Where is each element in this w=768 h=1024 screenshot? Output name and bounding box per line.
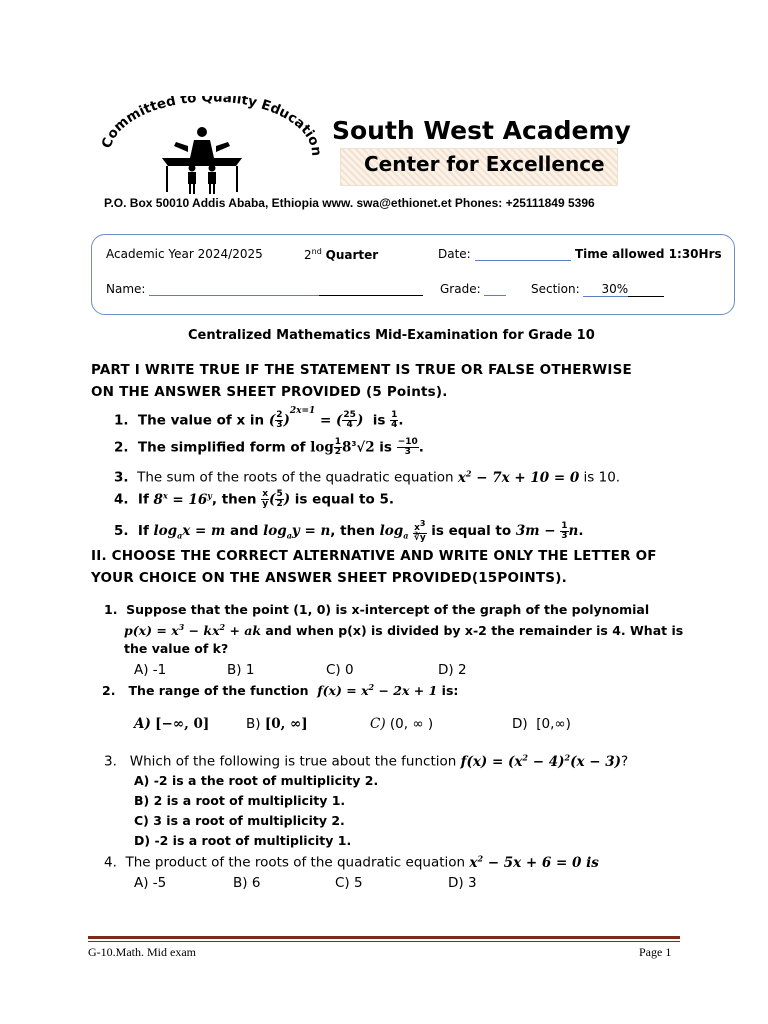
p2q4-option-a: A) -5 (134, 875, 167, 891)
school-name: South West Academy (332, 116, 631, 145)
p2q3-option-a: A) -2 is a the root of multiplicity 2. (134, 773, 379, 788)
quarter-number: 2 (304, 248, 312, 262)
part2-heading-line2: YOUR CHOICE ON THE ANSWER SHEET PROVIDED(15POINTS). (91, 570, 567, 586)
p2q2-option-d: D) [0,∞) (512, 716, 571, 732)
footer-page-number: Page 1 (639, 945, 672, 959)
p2q2-text: The range of the function (128, 683, 309, 699)
logo-motto: Committed to Quality Education (98, 96, 325, 157)
p2q4-option-d: D) 3 (448, 875, 477, 891)
name-field[interactable] (106, 282, 423, 296)
school-logo (96, 96, 326, 206)
q2-text: The simplified form of (137, 439, 306, 456)
section-label: Section: (531, 282, 580, 296)
p2q1-option-a: A) -1 (134, 662, 167, 678)
part1-question-4: 4. If $8^x = 16^y$, then $\frac{x}{y}$ ( $\frac{5}{2}$ ) is equal to 5. (114, 489, 394, 509)
weight-value: 30% (601, 282, 629, 296)
part1-heading-line1: PART I WRITE TRUE IF THE STATEMENT IS TRUE OR FALSE OTHERWISE (91, 362, 632, 378)
grade-field[interactable] (440, 282, 506, 296)
part1-heading-line2: ON THE ANSWER SHEET PROVIDED (5 Points). (91, 384, 448, 400)
p2q4-option-c: C) 5 (335, 875, 363, 891)
date-label: Date: (438, 247, 471, 261)
section-field[interactable] (531, 282, 664, 297)
q3-text: The sum of the roots of the quadratic equation (137, 469, 454, 486)
footer-rule-thin (88, 941, 680, 942)
p2q3-option-b: B) 2 is a root of multiplicity 1. (134, 793, 346, 808)
time-allowed: Time allowed 1:30Hrs (575, 247, 722, 261)
part2-question-1-line3: the value of k? (124, 641, 229, 656)
p2q1-line2: and when p(x) is divided by x-2 the remainder is 4. What is (265, 623, 684, 639)
name-blank[interactable] (149, 283, 319, 296)
part1-question-1: 1. The value of x in ( $\frac{2}{3}$ )$^{2x=1}$ = ( $\frac{25}{4}$ ) is $\frac{1}{4}$ . (114, 406, 404, 430)
grade-label: Grade: (440, 282, 481, 296)
footer-doc-label: G-10.Math. Mid exam (88, 945, 196, 959)
footer-rule-thick (88, 936, 680, 939)
name-label: Name: (106, 282, 146, 296)
part2-question-4: 4. The product of the roots of the quadratic equation $x^2 - 5x + 6 = 0$ is (104, 853, 599, 871)
q1-text: The value of x in (137, 412, 265, 429)
p2q3-option-d: D) -2 is a root of multiplicity 1. (134, 833, 352, 848)
quarter-label: Quarter (325, 248, 379, 262)
part2-heading-line1: II. CHOOSE THE CORRECT ALTERNATIVE AND WRITE ONLY THE LETTER OF (91, 548, 657, 564)
date-field[interactable] (438, 247, 571, 261)
p2q2-option-c: C) (0, ∞ ) (370, 716, 434, 732)
academic-year: Academic Year 2024/2025 (106, 247, 263, 261)
part2-question-2: 2. The range of the function $f(x) = x^2 - 2x + 1$ is: (102, 682, 459, 699)
part2-question-1-line1: 1. Suppose that the point (1, 0) is x-intercept of the graph of the polynomial (104, 602, 650, 617)
p2q3-option-c: C) 3 is a root of multiplicity 2. (134, 813, 345, 828)
p2q2-option-a: A) [−∞, 0] (134, 716, 210, 732)
p2q1-option-b: B) 1 (227, 662, 255, 678)
p2q1-option-d: D) 2 (438, 662, 467, 678)
name-blank-2[interactable] (319, 283, 423, 296)
quarter (304, 247, 378, 262)
school-address: P.O. Box 50010 Addis Ababa, Ethiopia www. swa@ethionet.et Phones: +25111849 5396 (104, 196, 595, 210)
part1-question-2: 2. The simplified form of log $\frac{1}{2}$ $8^3√2$ is $\frac{-10}{3}$ . (114, 437, 424, 457)
part2-question-3: 3. Which of the following is true about the function $f(x) = (x^2 - 4)^2(x - 3)$? (104, 752, 629, 770)
part1-question-5: 5. If $\log_ax = m$ and $\log_ay = n$, then $\log_a$ $\frac{x^3}{∛y}$ is equal to 3m − $\frac{1}{3}$ n. (114, 519, 584, 543)
p2q4-option-b: B) 6 (233, 875, 261, 891)
p2q1-option-c: C) 0 (326, 662, 354, 678)
date-blank[interactable] (475, 248, 571, 261)
p2q4-text: The product of the roots of the quadratic equation (125, 854, 466, 871)
grade-blank[interactable] (484, 283, 506, 296)
p2q2-option-b: B) [0, ∞] (246, 716, 308, 732)
p2q3-text: Which of the following is true about the function (129, 753, 457, 770)
school-subtitle: Center for Excellence (364, 152, 605, 176)
exam-title: Centralized Mathematics Mid-Examination for Grade 10 (188, 328, 595, 343)
q5-text: If (137, 523, 149, 539)
q4-text: If (137, 491, 149, 508)
part2-question-1-line2: $p(x) = x^3 - kx^2$ + ak and when p(x) is divided by x-2 the remainder is 4. What is (124, 622, 684, 639)
part1-question-3: 3. The sum of the roots of the quadratic equation $x^2 - 7x + 10 = 0$ is 10. (114, 468, 621, 486)
quarter-suffix: nd (311, 247, 322, 256)
p2q1-line1: Suppose that the point (1, 0) is x-intercept of the graph of the polynomial (126, 602, 650, 617)
